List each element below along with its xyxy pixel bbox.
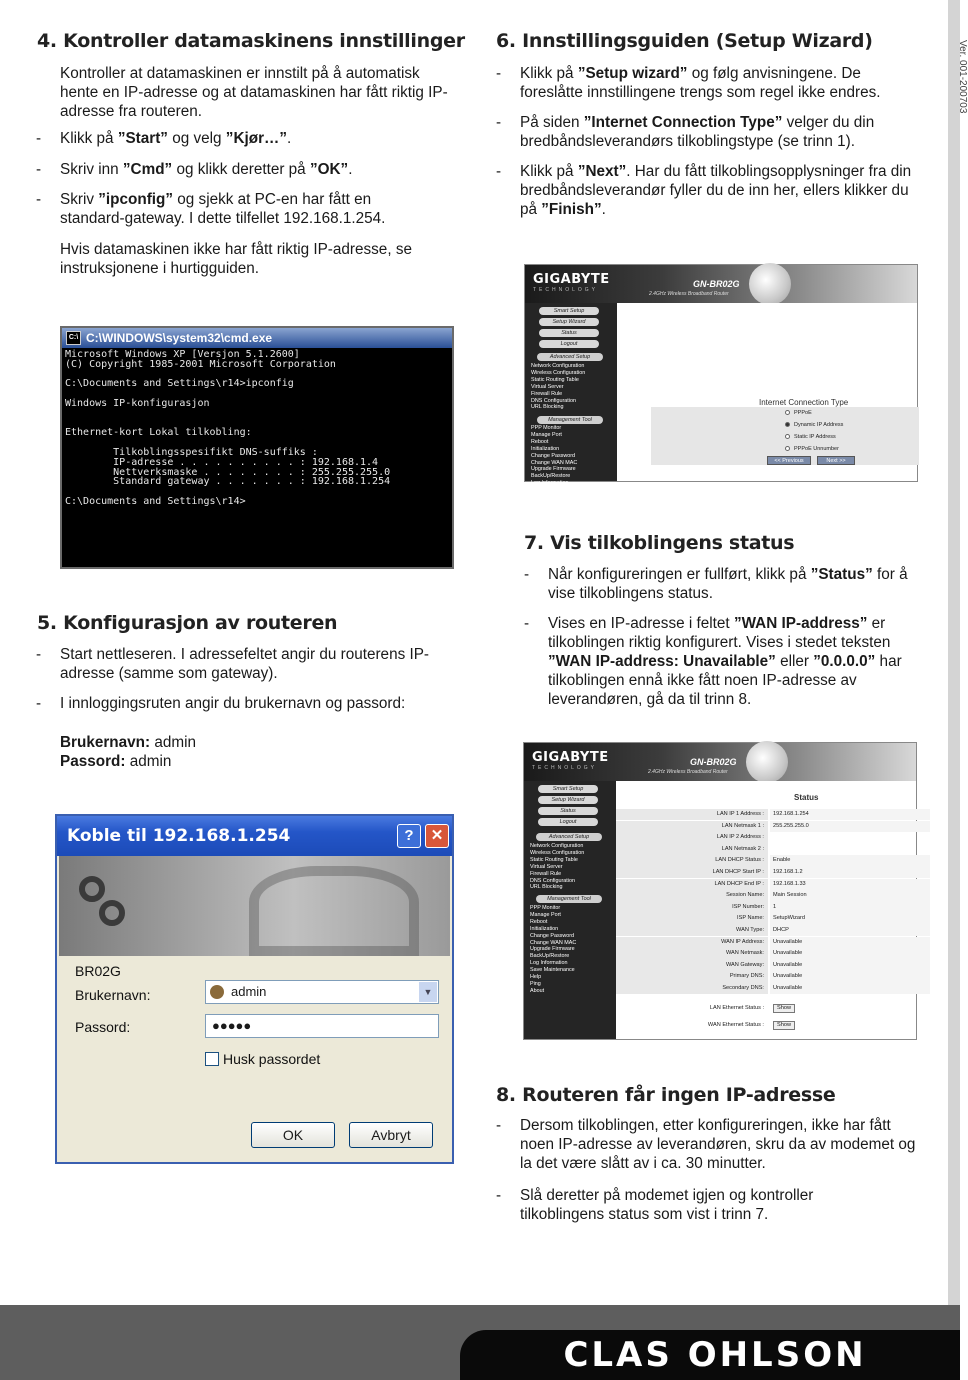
bullet-dash: -	[36, 130, 42, 147]
section6-title: 6. Innstillingsguiden (Setup Wizard)	[496, 30, 873, 52]
section5-title: 5. Konfigurasjon av routeren	[37, 612, 338, 634]
status-row-value: DHCP	[770, 925, 930, 936]
status-row-value: 192.168.1.2	[770, 867, 930, 878]
advanced-menu[interactable]: Network Configuration Wireless Configuration Static Routing Table Virtual Server Firewall Rule DNS Configuration URL Blocking	[531, 363, 586, 411]
management-tool-header: Management Tool	[536, 895, 602, 903]
key-icon	[79, 876, 105, 902]
username-field[interactable]	[205, 980, 439, 1004]
router-header	[524, 743, 916, 781]
wan-show-button[interactable]: Show	[773, 1021, 795, 1030]
radio-icon[interactable]	[785, 446, 790, 451]
option-dynamic-ip[interactable]: Dynamic IP Address	[785, 422, 843, 428]
section6-step1: - Klikk på ”Setup wizard” og følg anvisningene. De foreslåtte innstillingene trengs som regel ikke endres.	[496, 65, 881, 101]
status-link[interactable]: Status	[538, 807, 598, 815]
section4-note: Hvis datamaskinen ikke har fått riktig IP-adresse, se instruksjonene i hurtigguiden.	[60, 241, 412, 277]
status-row-label: Secondary DNS:	[616, 983, 768, 994]
advanced-setup-header: Advanced Setup	[536, 833, 602, 841]
router-model: GN-BR02G	[693, 279, 740, 289]
status-row-value: SetupWizard	[770, 913, 930, 924]
setup-wizard-link[interactable]: Setup Wizard	[539, 318, 599, 326]
gigabyte-sub: TECHNOLOGY	[533, 287, 599, 293]
gigabyte-logo: GIGABYTE	[532, 750, 609, 765]
status-row-label: LAN IP 2 Address :	[616, 832, 768, 843]
login-realm: BR02G	[75, 963, 121, 979]
router-model: GN-BR02G	[690, 757, 737, 767]
status-row	[616, 925, 936, 936]
section4-step1: - Klikk på ”Start” og velg ”Kjør…”.	[36, 130, 292, 147]
section4-intro: Kontroller at datamaskinen er innstilt på å automatisk hente en IP-adresse og at datamaskinen har fått riktig IP-adresse fra routeren.	[60, 65, 448, 120]
remember-checkbox[interactable]	[205, 1052, 219, 1066]
lan-ethernet-row: LAN Ethernet Status : Show	[616, 1003, 916, 1014]
section4-title: 4. Kontroller datamaskinens innstillinger	[37, 30, 465, 52]
status-row-label: Session Name:	[616, 890, 768, 901]
keys-banner	[59, 856, 450, 956]
radio-icon[interactable]	[785, 422, 790, 427]
status-row	[616, 832, 936, 843]
router-model-sub: 2.4GHz Wireless Broadband Router	[649, 291, 729, 297]
section8-title: 8. Routeren får ingen IP-adresse	[496, 1084, 836, 1106]
section6-step3: - Klikk på ”Next”. Har du fått tilkoblingsopplysninger fra din bredbåndsleverandør fyller du de inn her, ellers klikker du på ”Finish”.	[496, 163, 912, 218]
status-row-label: LAN Netmask 2 :	[616, 844, 768, 855]
status-row-label: WAN Type:	[616, 925, 768, 936]
option-pppoe-unnumber[interactable]: PPPoE Unnumber	[785, 446, 839, 452]
section7-step2: - Vises en IP-adresse i feltet ”WAN IP-address” er tilkoblingen riktig konfigurert. Vises i stedet teksten ”WAN IP-address: Unavailable” eller ”0.0.0.0” har tilkoblingen ennå ikke fått noen IP-adresse av leverandøren, gå da til trinn 8.	[524, 615, 902, 708]
status-row-label: LAN DHCP Status :	[616, 855, 768, 866]
key-icon	[99, 900, 125, 926]
bullet-dash: -	[496, 65, 502, 82]
ict-title: Internet Connection Type	[759, 398, 849, 407]
router-main	[617, 303, 917, 481]
section5-step1: - Start nettleseren. I adressefeltet angir du routerens IP-adresse (samme som gateway).	[36, 646, 430, 682]
section7-title: 7. Vis tilkoblingens status	[524, 532, 795, 554]
status-title: Status	[794, 793, 819, 802]
status-row	[616, 821, 936, 832]
status-row	[616, 809, 936, 820]
status-row-label: ISP Name:	[616, 913, 768, 924]
section8-step2: - Slå deretter på modemet igjen og kontroller tilkoblingens status som vist i trinn 7.	[496, 1187, 814, 1223]
help-button[interactable]: ?	[397, 824, 421, 848]
status-row-value: 255.255.255.0	[770, 821, 930, 832]
status-row-label: WAN Netmask:	[616, 948, 768, 959]
login-dialog	[55, 814, 454, 1164]
status-row-value: Main Session	[770, 890, 930, 901]
router-main	[616, 781, 916, 1039]
status-row	[616, 937, 936, 948]
status-row-label: LAN DHCP End IP :	[616, 879, 768, 890]
status-row-label: ISP Number:	[616, 902, 768, 913]
status-row-label: LAN DHCP Start IP :	[616, 867, 768, 878]
status-row-value: 192.168.1.33	[770, 879, 930, 890]
gigabyte-logo: GIGABYTE	[533, 272, 610, 287]
status-row	[616, 867, 936, 878]
status-row	[616, 902, 936, 913]
router-device-icon	[749, 263, 791, 305]
status-row-label: WAN IP Address:	[616, 937, 768, 948]
previous-button[interactable]: << Previous	[767, 456, 811, 465]
option-static-ip[interactable]: Static IP Address	[785, 434, 836, 440]
status-row-value: 192.168.1.254	[770, 809, 930, 820]
status-row-value: Unavailable	[770, 960, 930, 971]
login-title: Koble til 192.168.1.254	[57, 816, 452, 856]
credentials-username: Brukernavn: admin	[60, 734, 197, 751]
chevron-down-icon[interactable]: ▼	[419, 982, 437, 1002]
logout-link[interactable]: Logout	[539, 340, 599, 348]
status-row-label: WAN Gateway:	[616, 960, 768, 971]
bullet-dash: -	[496, 114, 502, 131]
status-row	[616, 960, 936, 971]
bullet-dash: -	[524, 615, 530, 632]
section5-step2: - I innloggingsruten angir du brukernavn og passord:	[36, 695, 406, 712]
status-row-value: Unavailable	[770, 971, 930, 982]
radio-icon[interactable]	[785, 434, 790, 439]
side-bar	[948, 0, 960, 1380]
bullet-dash: -	[36, 191, 42, 208]
router-device-icon	[746, 741, 788, 783]
lan-show-button[interactable]: Show	[773, 1004, 795, 1013]
cmd-window	[60, 326, 454, 569]
logout-link[interactable]: Logout	[538, 818, 598, 826]
management-menu[interactable]: PPP Monitor Manage Port Reboot Initialization Change Password Change WAN MAC Upgrade Firmware BackUp/Restore Log Information Save Maintenance Help Ping About	[530, 905, 577, 994]
section7-step1: - Når konfigureringen er fullført, klikk på ”Status” for å vise tilkoblingens status.	[524, 566, 908, 602]
cmd-icon: C:\	[66, 331, 81, 345]
cmd-output: Microsoft Windows XP [Versjon 5.1.2600] (C) Copyright 1985-2001 Microsoft Corporation C:\Documents and Settings\r14>ipconfig Windows IP-konfigurasjon Ethernet-kort Lokal tilkobling: Tilkoblingsspesifikt DNS-suffiks : IP-adresse . . . . . . . . . . : 192.168.1.4 Nettverksmaske . . . . . . . . : 255.255.255.0 Standard gateway . . . . . . . : 192.168.1.254 C:\Documents and Settings\r14>	[65, 349, 391, 507]
status-row	[616, 879, 936, 890]
login-password-label: Passord:	[75, 1019, 131, 1035]
smart-setup-link[interactable]: Smart Setup	[538, 785, 598, 793]
status-row-label: LAN IP 1 Address :	[616, 809, 768, 820]
wan-ethernet-row: WAN Ethernet Status : Show	[616, 1020, 916, 1031]
password-field[interactable]	[205, 1014, 439, 1038]
status-row-value: 1	[770, 902, 930, 913]
bullet-dash: -	[496, 163, 502, 180]
router-status-screenshot	[523, 742, 917, 1040]
password-value: ●●●●●	[212, 1018, 252, 1033]
credentials-password: Passord: admin	[60, 753, 172, 770]
section4-step3: - Skriv ”ipconfig” og sjekk at PC-en har fått en standard-gateway. I dette tilfellet 192.168.1.254.	[36, 191, 386, 227]
section6-step2: - På siden ”Internet Connection Type” velger du din bredbåndsleverandørs tilkoblingstype (se trinn 1).	[496, 114, 875, 150]
status-link[interactable]: Status	[539, 329, 599, 337]
status-row	[616, 855, 936, 866]
status-row-value: Unavailable	[770, 983, 930, 994]
smart-setup-link[interactable]: Smart Setup	[539, 307, 599, 315]
ok-button[interactable]: OK	[251, 1122, 335, 1148]
remember-label: Husk passordet	[223, 1051, 321, 1067]
status-row-label: LAN Netmask 1 :	[616, 821, 768, 832]
radio-icon[interactable]	[785, 410, 790, 415]
router-sidebar	[525, 303, 617, 487]
login-username-label: Brukernavn:	[75, 987, 151, 1003]
advanced-menu[interactable]: Network Configuration Wireless Configuration Static Routing Table Virtual Server Firewall Rule DNS Configuration URL Blocking	[530, 843, 585, 891]
status-row-label: Primary DNS:	[616, 971, 768, 982]
router-ict-screenshot	[524, 264, 918, 487]
bullet-dash: -	[496, 1187, 502, 1204]
status-row	[616, 890, 936, 901]
cmd-titlebar	[62, 328, 452, 348]
clas-ohlson-logo: CLAS OHLSON	[563, 1335, 867, 1375]
option-pppoe[interactable]: PPPoE	[785, 410, 812, 416]
close-button[interactable]: ✕	[425, 824, 449, 848]
section4-step2: - Skriv inn ”Cmd” og klikk deretter på ”OK”.	[36, 161, 353, 178]
cmd-title: C:\WINDOWS\system32\cmd.exe	[86, 331, 273, 345]
bullet-dash: -	[36, 695, 42, 712]
status-row	[616, 913, 936, 924]
setup-wizard-link[interactable]: Setup Wizard	[538, 796, 598, 804]
bullet-dash: -	[524, 566, 530, 583]
status-row-value: Unavailable	[770, 948, 930, 959]
bullet-dash: -	[496, 1117, 502, 1134]
management-menu[interactable]: PPP Monitor Manage Port Reboot Initialization Change Password Change WAN MAC Upgrade Firmware BackUp/Restore Log Information	[531, 425, 578, 487]
gigabyte-sub: TECHNOLOGY	[532, 765, 598, 771]
version-label: Ver. 001-200703	[957, 40, 968, 114]
status-row	[616, 948, 936, 959]
bullet-dash: -	[36, 161, 42, 178]
section8-step1: - Dersom tilkoblingen, etter konfigureringen, ikke har fått noen IP-adresse av leverandøren, skru da av modemet og la det være slått av i ca. 30 minutter.	[496, 1117, 916, 1172]
status-row	[616, 844, 936, 855]
advanced-setup-header: Advanced Setup	[537, 353, 603, 361]
username-value: admin	[231, 984, 267, 999]
next-button[interactable]: Next >>	[817, 456, 855, 465]
status-row	[616, 971, 936, 982]
status-row-value: Unavailable	[770, 937, 930, 948]
status-row	[616, 983, 936, 994]
router-sidebar	[524, 781, 616, 1039]
bullet-dash: -	[36, 646, 42, 663]
management-tool-header: Management Tool	[537, 416, 603, 424]
user-icon	[210, 985, 224, 999]
router-header	[525, 265, 917, 303]
cancel-button[interactable]: Avbryt	[349, 1122, 433, 1148]
router-model-sub: 2.4GHz Wireless Broadband Router	[648, 769, 728, 775]
status-row-value: Enable	[770, 855, 930, 866]
